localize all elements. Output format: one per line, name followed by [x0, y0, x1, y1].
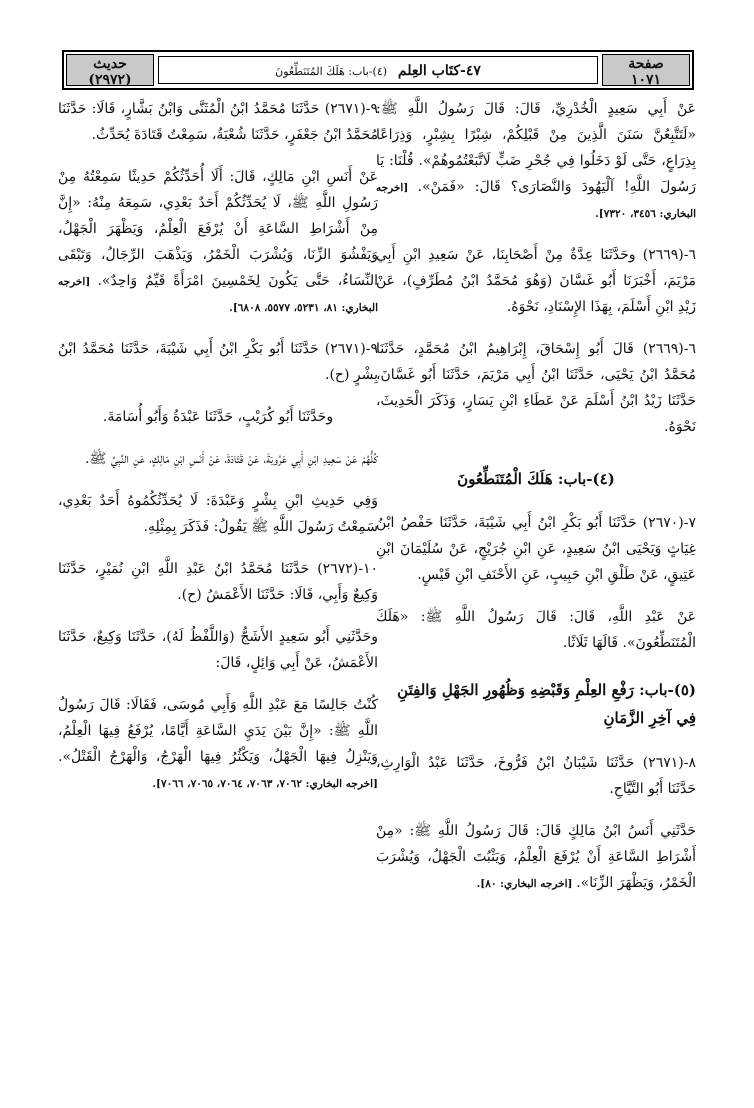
hadith-paragraph [376, 336, 696, 440]
hadith-text: وحَدَّثَنِي أَبُو سَعِيدٍ الأَشَجُّ (وَاللَّفْظُ لَهُ)، حَدَّثَنَا وَكِيعٌ، حَدَّثَنَا الأَعْمَشُ، عَنْ أَبِي وَائِلٍ، قَالَ: [58, 629, 378, 671]
hadith-paragraph [58, 692, 378, 796]
hadith-text: عَنْ عَبْدِ اللَّهِ، قَالَ: قَالَ رَسُولُ اللَّهِ ﷺ: «هَلَكَ الْمُتَنَطِّعُونَ». قَالَهَا ثَلَاثًا. [376, 609, 696, 651]
hadith-text: ٦-(٢٦٦٩) قَالَ أَبُو إِسْحَاقَ، إِبْرَاهِيمُ ابْنُ مُحَمَّدٍ، حَدَّثَنَا مُحَمَّدُ ابْنُ يَحْيَى، حَدَّثَنَا ابْنُ أَبِي مَرْيَمَ، حَدَّثَنَا أَبُو غَسَّانَ، حَدَّثَنَا زَيْدُ ابْنُ أَسْلَمَ عَنْ عَطَاءِ ابْنِ يَسَارٍ، وَذَكَرَ الْحَدِيثَ، نَحْوَهُ. [376, 341, 696, 435]
hadith-text: ٨-(٢٦٧١) حَدَّثَنَا شَيْبَانُ ابْنُ فَرُّوخَ، حَدَّثَنَا عَبْدُ الْوَارِثِ، حَدَّثَنَا أَبُو التَّيَّاحِ. [376, 755, 696, 797]
hadith-text: حَدَّثَنِي أَنَسُ ابْنُ مَالِكٍ قَالَ: قَالَ رَسُولُ اللَّهِ ﷺ: «مِنْ أَشْرَاطِ السَّاعَةِ أَنْ يُرْفَعَ الْعِلْمُ، وَيَثْبُتَ الْجَهْلُ، وَيُشْرَبَ الْخَمْرُ، وَيَظْهَرَ الزِّنَا». [376, 823, 696, 891]
chapter-heading: (٥)-باب: رَفْعِ العِلْمِ وَقَبْضِهِ وَظُهُورِ الجَهْلِ وَالفِتَنِ فِي آخِرِ الزَّمَانِ [397, 681, 696, 727]
hadith-text: كُنْتُ جَالِسًا مَعَ عَبْدِ اللَّهِ وَأَبِي مُوسَى، فَقَالَا: قَالَ رَسُولُ اللَّهِ ﷺ: «إِنَّ بَيْنَ يَدَيِ السَّاعَةِ أَيَّامًا، يُرْفَعُ فِيهَا الْعِلْمُ، وَيَنْزِلُ فِيهَا الْجَهْلُ، وَيَكْثُرُ فِيهَا الْهَرْجُ، وَالْهَرْجُ الْقَتْلُ». [58, 697, 378, 765]
hadith-text: كُلُّهُمْ عَنْ سَعِيدِ ابْنِ أَبِي عَرُوبَةَ، عَنْ قَتَادَةَ، عَنْ أَنَسِ ابْنِ مَالِكٍ، عَنِ النَّبِيِّ ﷺ. [85, 451, 378, 467]
hadith-paragraph [58, 164, 378, 320]
hadith-paragraph [376, 818, 696, 896]
hadith-text: ٧-(٢٦٧٠) حَدَّثَنَا أَبُو بَكْرِ ابْنُ أَبِي شَيْبَةَ، حَدَّثَنَا حَفْصُ ابْنُ غِيَاثٍ وَيَحْيَى ابْنُ سَعِيدٍ، عَنِ ابْنِ جُرَيْجٍ، عَنْ سُلَيْمَانَ ابْنِ عَتِيقٍ، عَنْ طَلْقِ ابْنِ حَبِيبٍ، عَنِ الأَحْنَفِ ابْنِ قَيْسٍ. [376, 515, 696, 583]
hadith-text: وَفِي حَدِيثِ ابْنِ بِشْرٍ وَعَبْدَةَ: لَا يُحَدِّثُكُمُوهُ أَحَدٌ بَعْدِي، سَمِعْتُ رَسُولَ اللَّهِ ﷺ يَقُولُ: فَذَكَرَ بِمِثْلِهِ. [58, 493, 378, 535]
page-header [62, 50, 694, 90]
hadith-text: ٩-(٢٦٧١) حَدَّثَنَا أَبُو بَكْرِ ابْنُ أَبِي شَيْبَةَ، حَدَّثَنَا مُحَمَّدُ ابْنُ بِشْرٍ (ح). [58, 341, 378, 383]
hadith-paragraph [376, 510, 696, 588]
hadith-paragraph [376, 96, 696, 226]
hadith-text: عَنْ أَبِي سَعِيدٍ الْخُدْرِيِّ، قَالَ: قَالَ رَسُولُ اللَّهِ ﷺ: «لَتَتَّبِعُنَّ سَنَنَ الَّذِينَ مِنْ قَبْلِكُمْ، شِبْرًا بِشِبْرٍ، وَذِرَاعًا بِذِرَاعٍ، حَتَّى لَوْ دَخَلُوا فِي جُحْرِ ضَبٍّ لَاتَّبَعْتُمُوهُمْ». قُلْنَا: يَا رَسُولَ اللَّهِ! آلْيَهُودَ وَالنَّصَارَى؟ قَالَ: «فَمَنْ». [376, 101, 697, 195]
hadith-text: عَنْ أَنَسِ ابْنِ مَالِكٍ، قَالَ: أَلَا أُحَدِّثُكُمْ حَدِيثًا سَمِعْتُهُ مِنْ رَسُولِ اللَّهِ ﷺ، لَا يُحَدِّثُكُمْ أَحَدٌ بَعْدِي، سَمِعَهُ مِنْهُ: «إِنَّ مِنْ أَشْرَاطِ السَّاعَةِ أَنْ يُرْفَعَ الْعِلْمُ، وَيَظْهَرَ الْجَهْلُ، وَيَفْشُوَ الزِّنَا، وَيُشْرَبَ الْخَمْرُ، وَيَذْهَبَ الرِّجَالُ، وَتَبْقَى النِّسَاءُ، حَتَّى يَكُونَ لِخَمْسِينَ امْرَأَةً قَيِّمٌ وَاحِدٌ». [58, 169, 378, 289]
hadith-paragraph [58, 336, 378, 388]
hadith-paragraph [58, 446, 378, 472]
hadith-paragraph [376, 242, 696, 320]
page-label: صفحة [628, 56, 664, 72]
page-number-box [602, 54, 690, 86]
hadith-text: ٩-(٢٦٧١) حَدَّثَنَا مُحَمَّدُ ابْنُ الْمُثَنَّى وَابْنُ بَشَّارٍ، قَالَا: حَدَّثَنَا مُحَمَّدُ ابْنُ جَعْفَرٍ، حَدَّثَنَا شُعْبَةُ، سَمِعْتُ قَتَادَةَ يُحَدِّثُ. [58, 101, 378, 143]
source-reference: [اخرجه البخاري: ٨٠]. [476, 878, 577, 890]
chapter-ref: (٤)-باب: هَلَكَ المُتَنَطِّعُونَ [275, 65, 388, 78]
hadith-paragraph [58, 488, 378, 540]
hadith-number: (٢٩٧٢) [88, 72, 132, 88]
header-title [158, 56, 598, 84]
source-reference: [اخرجه البخاري: ٨١، ٥٢٣١، ٥٥٧٧، ٦٨٠٨]. [58, 276, 378, 314]
hadith-text: ١٠-(٢٦٧٢) حَدَّثَنَا مُحَمَّدُ ابْنُ عَبْدِ اللَّهِ ابْنِ نُمَيْرٍ، حَدَّثَنَا وَكِيعٌ وَأَبِي، قَالَا: حَدَّثَنَا الأَعْمَشُ (ح). [58, 561, 378, 603]
source-reference: [اخرجه البخاري: ٣٤٥٦، ٧٣٢٠]. [376, 182, 696, 220]
left-column [58, 96, 378, 812]
hadith-paragraph [58, 96, 378, 148]
hadith-paragraph [376, 750, 696, 802]
book-title: ٤٧-كتَاب العِلم [397, 63, 481, 79]
hadith-text: ٦-(٢٦٦٩) وحَدَّثَنَا عِدَّةٌ مِنْ أَصْحَابِنَا، عَنْ سَعِيدِ ابْنِ أَبِي مَرْيَمَ، أَخْبَرَنَا أَبُو غَسَّانَ (وَهُوَ مُحَمَّدُ ابْنُ مُطَرِّفٍ)، عَنْ زَيْدِ ابْنِ أَسْلَمَ، بِهَذَا الإِسْنَادِ، نَحْوَهُ. [376, 247, 696, 315]
hadith-paragraph [58, 404, 378, 430]
source-reference: [اخرجه البخاري: ٧٠٦٢، ٧٠٦٣، ٧٠٦٤، ٧٠٦٥، ٧٠٦٦]. [152, 778, 378, 790]
page-number: ١٠٧١ [630, 72, 662, 88]
hadith-text: وحَدَّثَنَا أَبُو كُرَيْبٍ، حَدَّثَنَا عَبْدَةُ وَأَبُو أُسَامَةَ. [102, 409, 334, 425]
right-column [376, 96, 696, 912]
hadith-paragraph [376, 604, 696, 656]
hadith-number-box [66, 54, 154, 86]
hadith-label: حديث [93, 56, 127, 72]
chapter-heading: (٤)-باب: هَلَكَ الْمُتَنَطِّعُونَ [457, 470, 615, 488]
hadith-paragraph [58, 624, 378, 676]
hadith-paragraph [58, 556, 378, 608]
